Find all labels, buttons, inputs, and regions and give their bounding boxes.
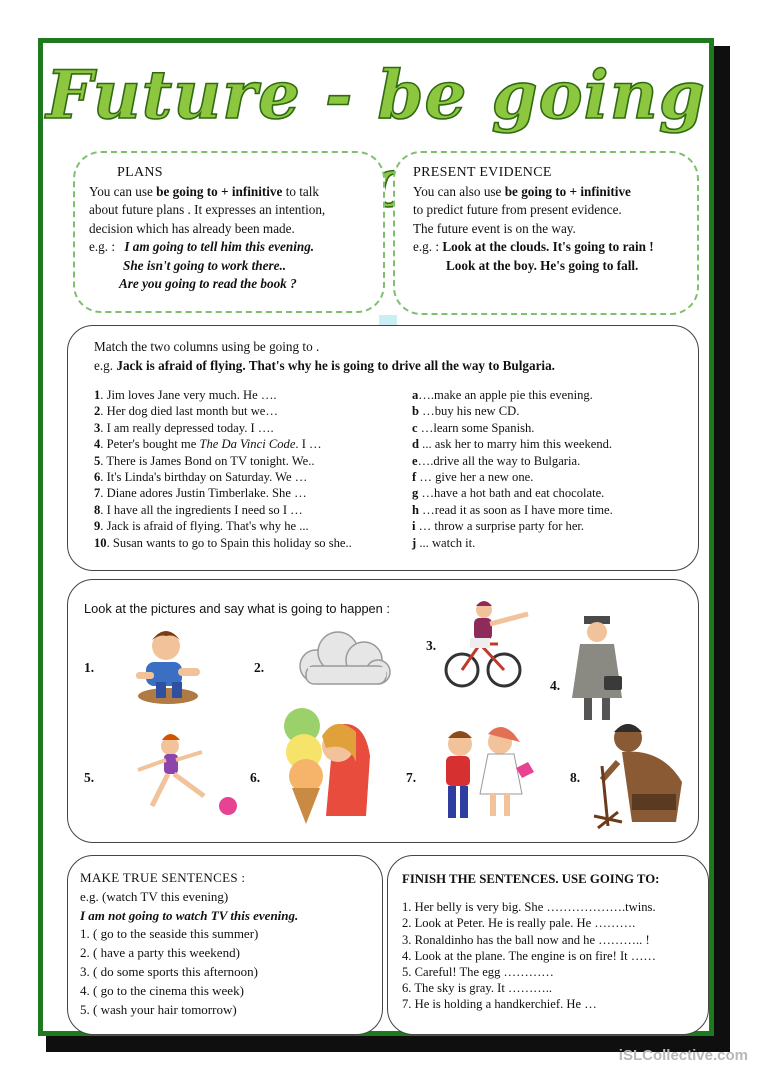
finish-sentences-item: 3. Ronaldinho has the ball now and he ……….. ! bbox=[402, 932, 650, 947]
match-left-num: 9 bbox=[94, 519, 101, 534]
match-right-letter: j bbox=[412, 535, 417, 550]
picture-label: 2. bbox=[254, 660, 265, 675]
match-left-text: . Susan wants to go to Spain this holiday so she.. bbox=[106, 535, 352, 550]
match-right-item bbox=[412, 436, 682, 452]
match-right-text: … give her a new one. bbox=[416, 470, 534, 485]
match-right-letter: a bbox=[412, 388, 419, 402]
finish-sentences-item: 6. The sky is gray. It ……….. bbox=[402, 981, 553, 996]
match-right-item bbox=[412, 403, 682, 419]
match-example-text: Jack is afraid of flying. That's why he is going to drive all the way to Bulgaria. bbox=[116, 357, 555, 373]
match-right-item bbox=[412, 387, 682, 403]
match-left-text: . I am really depressed today. I …. bbox=[100, 420, 274, 435]
match-left-num: 10 bbox=[94, 535, 107, 550]
match-left-column bbox=[94, 387, 410, 551]
finish-sentences-heading: FINISH THE SENTENCES. USE GOING TO: bbox=[402, 872, 660, 886]
picture-label: 5. bbox=[84, 770, 95, 785]
plans-line-1a: You can use bbox=[89, 183, 157, 199]
evidence-line-1a: You can also use bbox=[413, 183, 505, 199]
match-right-text: … throw a surprise party for her. bbox=[415, 519, 585, 534]
match-right-item bbox=[412, 453, 682, 469]
evidence-panel bbox=[393, 151, 699, 315]
true-sentences-item: 2. ( have a party this weekend) bbox=[80, 945, 240, 961]
evidence-line-1b: be going to + infinitive bbox=[504, 183, 631, 199]
match-left-text: . Diane adores Justin Timberlake. She … bbox=[100, 486, 307, 501]
finish-sentences-item: 4. Look at the plane. The engine is on fire! It …… bbox=[402, 948, 657, 963]
match-left-text: . Jack is afraid of flying. That's why he ... bbox=[100, 519, 309, 534]
match-left-item bbox=[94, 502, 410, 518]
plans-line-1c: to talk bbox=[282, 183, 320, 199]
man-with-briefcase-illustration bbox=[566, 614, 630, 726]
plans-line-1b: be going to + infinitive bbox=[156, 183, 283, 199]
cyclist-illustration bbox=[440, 594, 536, 694]
evidence-line-1 bbox=[413, 183, 689, 202]
picture-label: 7. bbox=[406, 770, 417, 785]
plans-eg-prefix: e.g. : bbox=[89, 239, 116, 254]
match-right-letter: d bbox=[412, 437, 420, 452]
match-right-item bbox=[412, 485, 682, 501]
true-sentences-item: 5. ( wash your hair tomorrow) bbox=[80, 1001, 237, 1017]
worksheet-page bbox=[38, 38, 714, 1036]
match-right-item bbox=[412, 469, 682, 485]
match-left-text: . I have all the ingredients I need so I … bbox=[100, 502, 303, 517]
match-right-text: ….make an apple pie this evening. bbox=[418, 388, 593, 402]
falling-boy-illustration bbox=[126, 622, 212, 708]
plans-example-2: She isn't going to work there.. bbox=[123, 257, 287, 273]
match-right-letter: i bbox=[412, 519, 416, 534]
match-right-text: …learn some Spanish. bbox=[417, 420, 535, 435]
plans-heading: PLANS bbox=[117, 165, 163, 180]
match-right-item bbox=[412, 535, 682, 551]
man-making-fire-illustration bbox=[588, 716, 698, 840]
plans-line-2: about future plans . It expresses an intention, bbox=[89, 202, 326, 217]
true-sentences-answer: I am not going to watch TV this evening. bbox=[80, 907, 299, 923]
evidence-line-2: to predict future from present evidence. bbox=[413, 202, 622, 217]
match-left-text: . Her dog died last month but we… bbox=[100, 404, 278, 419]
evidence-example-2: Look at the boy. He's going to fall. bbox=[446, 257, 639, 273]
plans-line-1 bbox=[89, 183, 373, 202]
match-left-text: . Jim loves Jane very much. He …. bbox=[100, 388, 277, 402]
match-left-item bbox=[94, 436, 410, 452]
match-right-letter: c bbox=[412, 420, 418, 435]
match-left-num: 6 bbox=[94, 470, 101, 485]
girl-kicking-ball-illustration bbox=[128, 730, 246, 822]
match-right-item bbox=[412, 502, 682, 518]
match-left-num: 8 bbox=[94, 502, 101, 517]
true-sentences-item: 1. ( go to the seaside this summer) bbox=[80, 926, 259, 942]
match-left-item bbox=[94, 485, 410, 501]
picture-label: 4. bbox=[550, 678, 561, 693]
match-panel bbox=[67, 325, 699, 571]
match-left-num: 1 bbox=[94, 388, 101, 402]
match-right-column bbox=[412, 387, 682, 551]
plans-panel bbox=[73, 151, 385, 313]
worksheet-title: Future - be going bbox=[46, 56, 706, 134]
match-left-text: . There is James Bond on TV tonight. We.. bbox=[100, 453, 315, 468]
match-right-text: ….drive all the way to Bulgaria. bbox=[417, 453, 581, 468]
pictures-panel bbox=[67, 579, 699, 843]
plans-example-3: Are you going to read the book ? bbox=[119, 276, 297, 291]
plans-example-1 bbox=[89, 238, 373, 257]
match-right-text: …have a hot bath and eat chocolate. bbox=[418, 486, 605, 501]
site-watermark: iSLCollective.com bbox=[618, 1047, 748, 1064]
evidence-example-1 bbox=[413, 238, 689, 257]
match-left-text: . Peter's bought me bbox=[100, 437, 200, 452]
match-right-letter: e bbox=[412, 453, 418, 468]
match-left-item bbox=[94, 518, 410, 534]
match-left-item bbox=[94, 403, 410, 419]
true-sentences-panel bbox=[67, 855, 383, 1035]
match-right-letter: b bbox=[412, 404, 420, 419]
match-right-item bbox=[412, 518, 682, 534]
match-right-letter: g bbox=[412, 486, 419, 501]
finish-sentences-item: 7. He is holding a handkerchief. He … bbox=[402, 997, 597, 1012]
match-left-num: 4 bbox=[94, 437, 101, 452]
match-right-text: …buy his new CD. bbox=[419, 404, 520, 419]
finish-sentences-item: 2. Look at Peter. He is really pale. He ………. bbox=[402, 916, 636, 931]
match-left-item bbox=[94, 469, 410, 485]
match-right-text: ... ask her to marry him this weekend. bbox=[419, 437, 613, 452]
match-left-item bbox=[94, 387, 410, 403]
true-sentences-item: 4. ( go to the cinema this week) bbox=[80, 982, 244, 998]
match-left-item bbox=[94, 535, 410, 551]
match-example-prefix: e.g. bbox=[94, 357, 114, 373]
picture-label: 8. bbox=[570, 770, 581, 785]
match-left-num: 2 bbox=[94, 404, 101, 419]
picture-label: 1. bbox=[84, 660, 95, 675]
match-instruction: Match the two columns using be going to . bbox=[94, 339, 320, 354]
true-sentences-heading: MAKE TRUE SENTENCES : bbox=[80, 870, 246, 885]
match-left-num: 7 bbox=[94, 486, 101, 501]
plans-line-3: decision which has already been made. bbox=[89, 220, 295, 236]
match-right-letter: f bbox=[412, 470, 417, 485]
kissing-children-illustration bbox=[424, 724, 542, 828]
finish-sentences-item: 5. Careful! The egg ………… bbox=[402, 965, 554, 980]
rain-clouds-illustration bbox=[286, 628, 396, 690]
evidence-heading: PRESENT EVIDENCE bbox=[413, 165, 552, 180]
picture-label: 3. bbox=[426, 638, 437, 653]
true-sentences-example: e.g. (watch TV this evening) bbox=[80, 888, 229, 904]
match-left-book-title: The Da Vinci Code bbox=[199, 437, 296, 452]
match-columns bbox=[94, 387, 686, 557]
match-right-item bbox=[412, 420, 682, 436]
match-right-text: ... watch it. bbox=[416, 535, 476, 550]
true-sentences-item: 3. ( do some sports this afternoon) bbox=[80, 963, 259, 979]
match-right-text: …read it as soon as I have more time. bbox=[419, 502, 613, 517]
match-left-num: 3 bbox=[94, 420, 101, 435]
picture-label: 6. bbox=[250, 770, 261, 785]
match-left-item bbox=[94, 420, 410, 436]
ice-cream-illustration bbox=[274, 706, 378, 830]
match-example bbox=[94, 357, 686, 376]
finish-sentences-item: 1. Her belly is very big. She ……………….twins. bbox=[402, 900, 656, 915]
plans-example-1-text: I am going to tell him this evening. bbox=[124, 239, 315, 254]
match-left-num: 5 bbox=[94, 453, 101, 468]
match-left-text: . It's Linda's birthday on Saturday. We … bbox=[100, 470, 308, 485]
evidence-example-1-text: Look at the clouds. It's going to rain ! bbox=[442, 239, 654, 254]
pictures-instruction: Look at the pictures and say what is going to happen : bbox=[84, 601, 390, 616]
evidence-line-3: The future event is on the way. bbox=[413, 220, 576, 236]
match-left-item bbox=[94, 453, 410, 469]
match-right-letter: h bbox=[412, 502, 420, 517]
finish-sentences-panel bbox=[387, 855, 709, 1035]
match-left-tail: . I … bbox=[295, 437, 322, 452]
evidence-eg-prefix: e.g. : bbox=[413, 239, 440, 254]
